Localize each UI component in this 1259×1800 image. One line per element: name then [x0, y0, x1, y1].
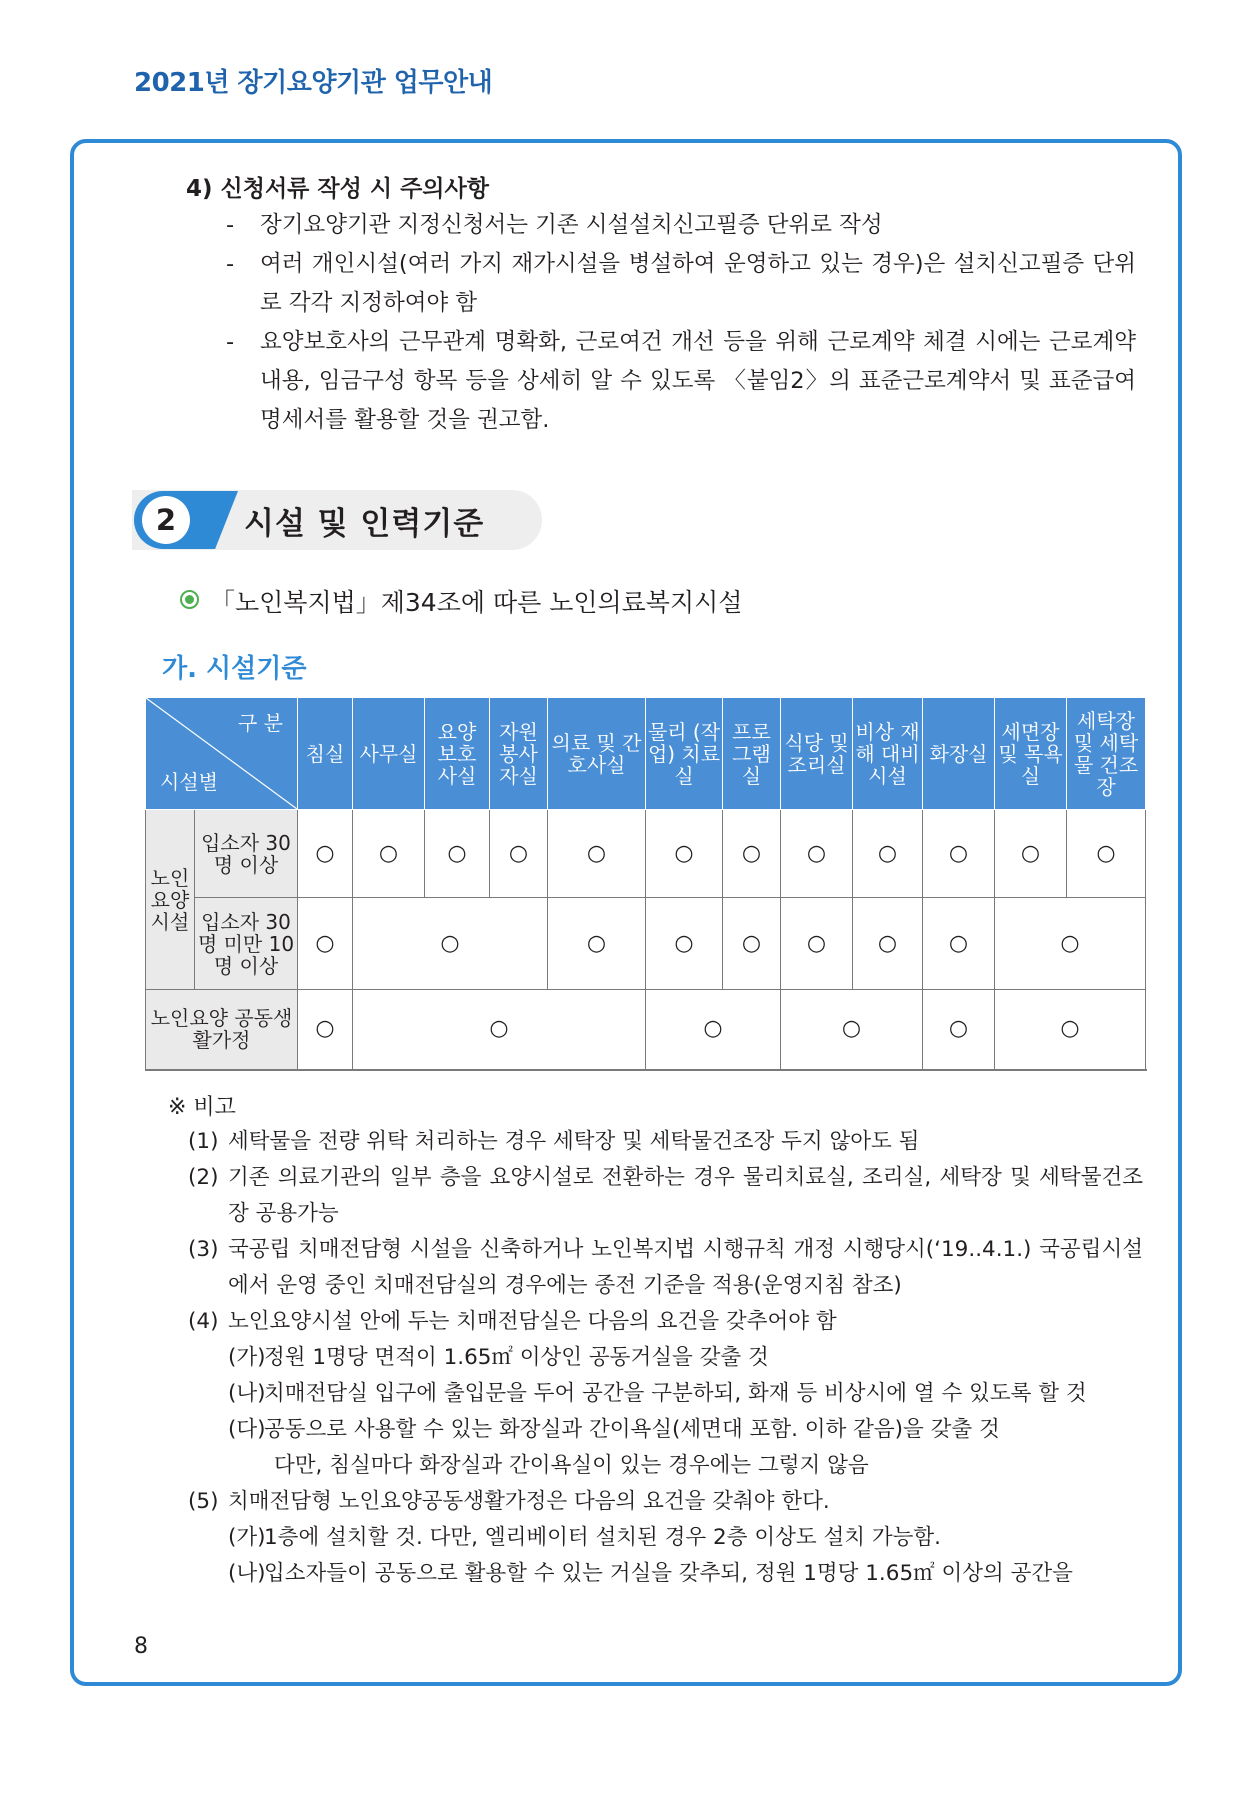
sub-list-item: (가) 정원 1명당 면적이 1.65㎡ 이상인 공동거실을 갖출 것: [228, 1345, 769, 1370]
application-notes-list: [226, 206, 1136, 440]
corner-bottom-label: 시설별: [160, 770, 218, 794]
sub-list-item: (가) 1층에 설치할 것. 다만, 엘리베이터 설치된 경우 2층 이상도 설치 가능함.: [228, 1525, 941, 1550]
law-reference: 「노인복지법」제34조에 따른 노인의료복지시설: [210, 588, 743, 617]
application-notes-heading: 4) 신청서류 작성 시 주의사항: [186, 176, 489, 202]
list-item: - 요양보호사의 근무관계 명확화, 근로여건 개선 등을 위해 근로계약 체결 시에는 근로계약 내용, 임금구성 항목 등을 상세히 알 수 있도록 〈붙임2〉의 표준근로계약서 및 표준급여명세서를 활용할 것을 권고함.: [226, 323, 1136, 440]
list-item: (4) 노인요양시설 안에 두는 치매전담실은 다음의 요건을 갖추어야 함: [188, 1309, 837, 1334]
column-header: 식당 및 조리실: [781, 698, 853, 810]
table-cell: ○: [781, 898, 853, 990]
table-cell: ○: [853, 810, 923, 898]
table-cell: ○: [781, 810, 853, 898]
column-header: 세탁장 및 세탁물 건조장: [1067, 698, 1146, 810]
list-item: (3) 국공립 치매전담형 시설을 신축하거나 노인복지법 시행규칙 개정 시행당시(‘19..4.1.) 국공립시설에서 운영 중인 치매전담실의 경우에는 종전 기준을 적용(운영지침 참조): [188, 1237, 1143, 1298]
page-number: 8: [134, 1634, 148, 1659]
list-item: - 장기요양기관 지정신청서는 기존 시설설치신고필증 단위로 작성: [226, 206, 1136, 245]
column-header: 의료 및 간호사실: [548, 698, 646, 810]
table-cell: ○: [1067, 810, 1146, 898]
row-label: 노인요양 공동생활가정: [146, 990, 298, 1070]
table-cell: ○: [923, 990, 995, 1070]
table-cell: ○: [781, 990, 923, 1070]
column-header: 비상 재해 대비 시설: [853, 698, 923, 810]
table-cell: ○: [923, 898, 995, 990]
table-cell: ○: [298, 898, 353, 990]
table-row: [146, 810, 1146, 898]
circle-bullet-icon: [180, 590, 199, 609]
table-row: [146, 990, 1146, 1070]
table-corner-header: [146, 698, 298, 810]
table-cell: ○: [995, 810, 1067, 898]
remarks-list: [168, 1124, 1143, 1592]
column-header: 화장실: [923, 698, 995, 810]
sub-list-continuation: 다만, 침실마다 화장실과 간이욕실이 있는 경우에는 그렇지 않음: [274, 1453, 869, 1478]
dash-bullet: -: [226, 212, 235, 238]
table-cell: ○: [995, 898, 1146, 990]
column-header: 요양 보호 사실: [425, 698, 490, 810]
table-cell: ○: [425, 810, 490, 898]
table-cell: ○: [646, 810, 723, 898]
dash-bullet: -: [226, 251, 235, 277]
sub-list-item: (나) 치매전담실 입구에 출입문을 두어 공간을 구분하되, 화재 등 비상시에 열 수 있도록 할 것: [228, 1381, 1087, 1406]
running-header: 2021년 장기요양기관 업무안내: [134, 68, 493, 98]
facility-standards-table: [145, 697, 1146, 1071]
section-number: 2: [142, 496, 190, 544]
corner-top-label: 구 분: [238, 711, 283, 735]
dash-bullet: -: [226, 329, 235, 355]
table-cell: ○: [490, 810, 548, 898]
list-item: - 여러 개인시설(여러 가지 재가시설을 병설하여 운영하고 있는 경우)은 설치신고필증 단위로 각각 지정하여야 함: [226, 245, 1136, 323]
table-cell: ○: [853, 898, 923, 990]
group-label: 노인 요양 시설: [146, 810, 195, 990]
table-cell: ○: [723, 898, 781, 990]
table-cell: ○: [548, 898, 646, 990]
table-cell: ○: [923, 810, 995, 898]
sub-list-item: (나) 입소자들이 공동으로 활용할 수 있는 거실을 갖추되, 정원 1명당 1.65㎡ 이상의 공간을: [228, 1561, 1073, 1586]
table-cell: ○: [723, 810, 781, 898]
column-header: 프로 그램 실: [723, 698, 781, 810]
table-cell: ○: [353, 898, 548, 990]
column-header: 자원 봉사 자실: [490, 698, 548, 810]
remarks-heading: ※ 비고: [168, 1095, 236, 1120]
subsection-title: 가. 시설기준: [162, 654, 307, 684]
table-cell: ○: [353, 810, 425, 898]
table-cell: ○: [298, 990, 353, 1070]
list-item: (5) 치매전담형 노인요양공동생활가정은 다음의 요건을 갖춰야 한다.: [188, 1489, 830, 1514]
row-label: 입소자 30명 미만 10명 이상: [195, 898, 298, 990]
column-header: 물리 (작업) 치료실: [646, 698, 723, 810]
column-header: 침실: [298, 698, 353, 810]
table-cell: ○: [353, 990, 646, 1070]
list-item: (2) 기존 의료기관의 일부 층을 요양시설로 전환하는 경우 물리치료실, 조리실, 세탁장 및 세탁물건조장 공용가능: [188, 1165, 1143, 1226]
sub-list-item: (다) 공동으로 사용할 수 있는 화장실과 간이욕실(세면대 포함. 이하 같음)을 갖출 것: [228, 1417, 1000, 1442]
table-cell: ○: [298, 810, 353, 898]
table-row: [146, 898, 1146, 990]
column-header: 사무실: [353, 698, 425, 810]
row-label: 입소자 30명 이상: [195, 810, 298, 898]
table-cell: ○: [646, 990, 781, 1070]
list-item: (1) 세탁물을 전량 위탁 처리하는 경우 세탁장 및 세탁물건조장 두지 않아도 됨: [188, 1129, 920, 1154]
table-cell: ○: [548, 810, 646, 898]
table-cell: ○: [646, 898, 723, 990]
column-header: 세면장 및 목욕실: [995, 698, 1067, 810]
table-cell: ○: [995, 990, 1146, 1070]
section-title: 시설 및 인력기준: [244, 506, 485, 542]
